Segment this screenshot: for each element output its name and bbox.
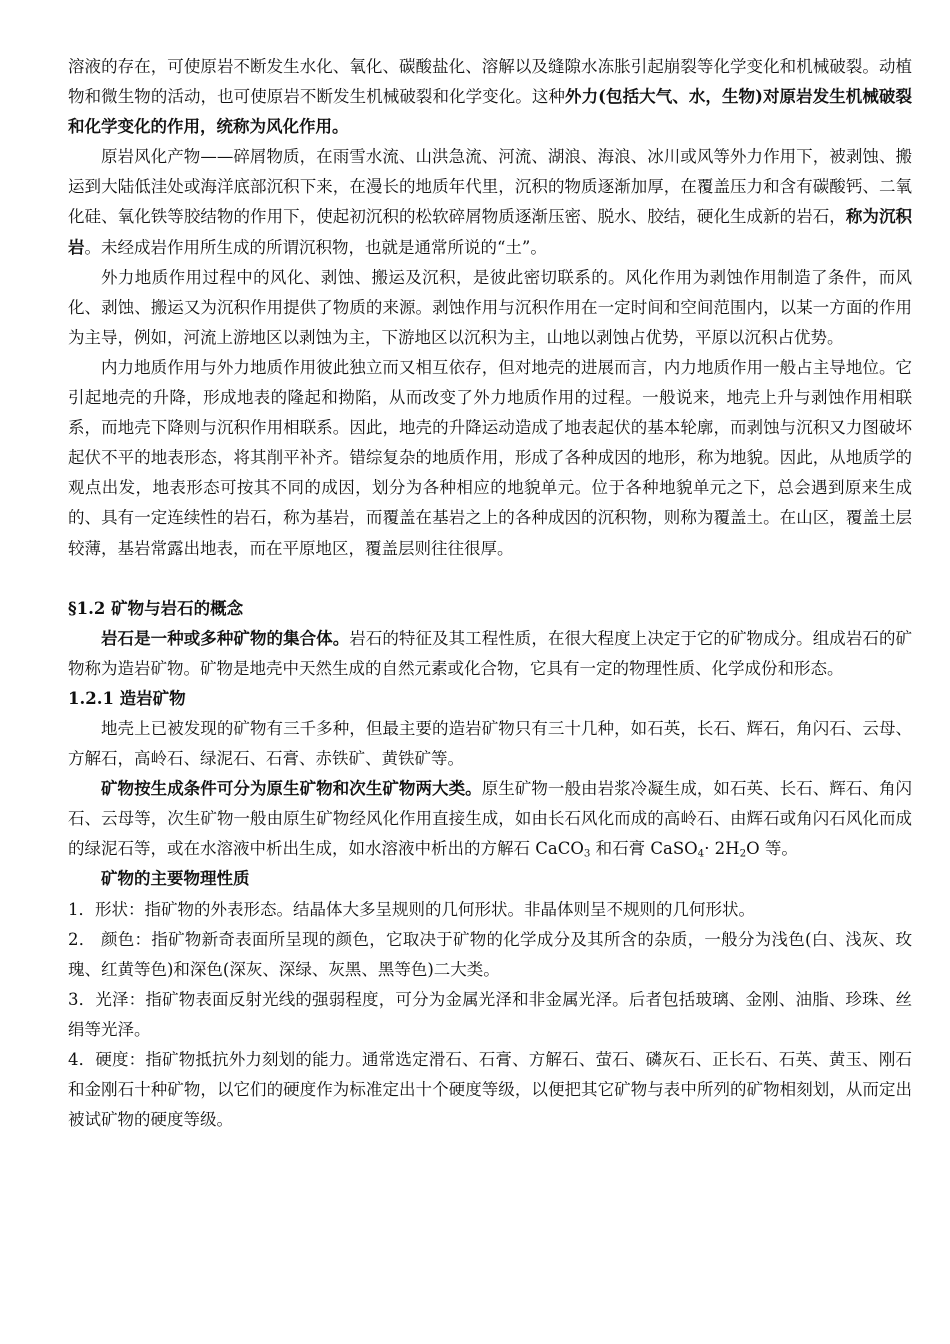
subscript: 2 xyxy=(739,848,747,860)
paragraph-text: 原生矿物一般由岩浆冷凝生成，如石英、长石、辉石、角闪石、云母等，次生矿物一般由原生矿物经风化作用直接生成，如由长石风化而成的高岭石、由辉石或角闪石风化而成的绿泥石等，或在水溶液中析出生成，如水溶液中析出的方解石 CaCO xyxy=(68,779,913,859)
subscript: 4 xyxy=(697,848,705,860)
paragraph-text: 岩石的特征及其工程性质，在很大程度上决定于它的矿物成分。组成岩石的矿物称为造岩矿物。矿物是地壳中天然生成的自然元素或化合物，它具有一定的物理性质、化学成份和形态。 xyxy=(68,628,913,678)
list-item-shape: 1．形状：指矿物的外表形态。结晶体大多呈规则的几何形状。非晶体则呈不规则的几何形状。 xyxy=(68,899,755,919)
section-heading: §1.2 矿物与岩石的概念 xyxy=(68,598,244,618)
bold-definition: 矿物按生成条件可分为原生矿物和次生矿物两大类。 xyxy=(101,779,482,799)
paragraph-text: · 2H xyxy=(704,839,740,859)
bold-term: 称为沉积岩 xyxy=(68,207,913,257)
subsection-heading: 1.2.1 造岩矿物 xyxy=(68,688,186,708)
list-item-luster: 3．光泽：指矿物表面反射光线的强弱程度，可分为金属光泽和非金属光泽。后者包括玻璃、金刚、油脂、珍珠、丝绢等光泽。 xyxy=(68,989,912,1039)
paragraph-mineral-classification xyxy=(68,774,912,864)
bold-definition: 外力(包括大气、水，生物)对原岩发生机械破裂和化学变化的作用，统称为风化作用。 xyxy=(68,87,913,137)
paragraph-external-processes: 外力地质作用过程中的风化、剥蚀、搬运及沉积，是彼此密切联系的。风化作用为剥蚀作用制造了条件，而风化、剥蚀、搬运又为沉积作用提供了物质的来源。剥蚀作用与沉积作用在一定时间和空间范围内，以某一方面的作用为主导，例如，河流上游地区以剥蚀为主，下游地区以沉积为主，山地以剥蚀占优势，平原以沉积占优势。 xyxy=(68,267,912,347)
paragraph-text: 原岩风化产物——碎屑物质，在雨雪水流、山洪急流、河流、湖浪、海浪、冰川或风等外力作用下，被剥蚀、搬运到大陆低洼处或海洋底部沉积下来，在漫长的地质年代里，沉积的物质逐渐加厚，在覆盖压力和含有碳酸钙、二氧化硅、氧化铁等胶结物的作用下，使起初沉积的松软碎屑物质逐渐压密、脱水、胶结，硬化生成新的岩石， xyxy=(68,147,912,227)
paragraph-sedimentary-rock xyxy=(68,142,912,262)
paragraph-weathering xyxy=(68,52,912,142)
physical-properties-heading xyxy=(68,864,912,894)
list-item-color: 2． 颜色：指矿物新奇表面所呈现的颜色，它取决于矿物的化学成分及其所含的杂质，一般分为浅色(白、浅灰、玫瑰、红黄等色)和深色(深灰、深绿、灰黑、黑等色)二大类。 xyxy=(68,929,912,979)
bold-heading: 矿物的主要物理性质 xyxy=(101,869,250,889)
list-item-hardness: 4．硬度：指矿物抵抗外力刻划的能力。通常选定滑石、石膏、方解石、萤石、磷灰石、正长石、石英、黄玉、刚石和金刚石十种矿物，以它们的硬度作为标准定出十个硬度等级，以便把其它矿物与表中所列的矿物相刻划，从而定出被试矿物的硬度等级。 xyxy=(68,1050,912,1130)
paragraph-text: 溶液的存在，可使原岩不断发生水化、氧化、碳酸盐化、溶解以及缝隙水冻胀引起崩裂等化学变化和机械破裂。动植物和微生物的活动，也可使原岩不断发生机械破裂和化学变化。这种 xyxy=(68,57,912,107)
paragraph-text: 。未经成岩作用所生成的所谓沉积物，也就是通常所说的“土”。 xyxy=(84,237,547,257)
subscript: 3 xyxy=(583,848,591,860)
paragraph-rock-definition xyxy=(68,624,912,684)
bold-definition: 岩石是一种或多种矿物的集合体。 xyxy=(101,628,350,648)
paragraph-internal-external-processes: 内力地质作用与外力地质作用彼此独立而又相互依存，但对地壳的进展而言，内力地质作用一般占主导地位。它引起地壳的升降，形成地表的隆起和拗陷，从而改变了外力地质作用的过程。一般说来，地壳上升与剥蚀作用相联系，而地壳下降则与沉积作用相联系。因此，地壳的升降运动造成了地表起伏的基本轮廓，而剥蚀与沉积又力图破坏起伏不平的地表形态，将其削平补齐。错综复杂的地质作用，形成了各种成因的地形，称为地貌。因此，从地质学的观点出发，地表形态可按其不同的成因，划分为各种相应的地貌单元。位于各种地貌单元之下，总会遇到原来生成的、具有一定连续性的岩石，称为基岩，而覆盖在基岩之上的各种成因的沉积物，则称为覆盖土。在山区，覆盖土层较薄，基岩常露出地表，而在平原地区，覆盖层则往往很厚。 xyxy=(68,357,912,558)
paragraph-text: 和石膏 CaSO xyxy=(590,839,698,859)
paragraph-text: O 等。 xyxy=(746,839,798,859)
paragraph-rock-forming-minerals: 地壳上已被发现的矿物有三千多种，但最主要的造岩矿物只有三十几种，如石英，长石、辉石，角闪石、云母、方解石，高岭石、绿泥石、石膏、赤铁矿、黄铁矿等。 xyxy=(68,718,912,769)
